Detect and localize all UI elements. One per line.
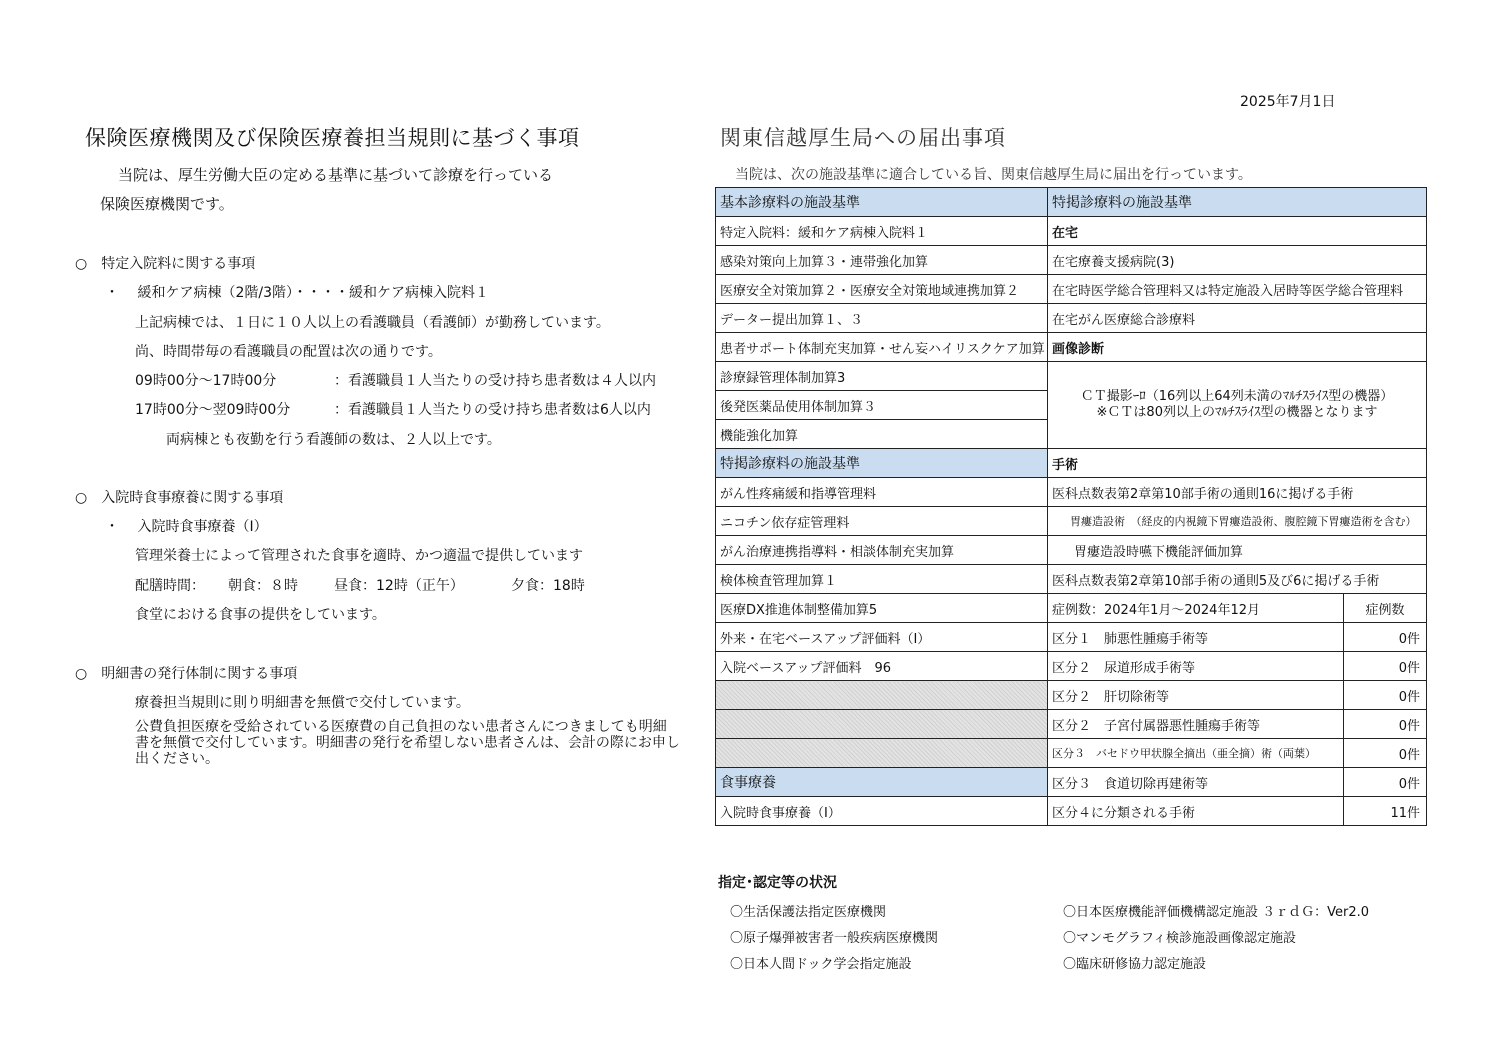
ct-line-2: ※ＣＴは80列以上のﾏﾙﾁｽﾗｲｽ型の機器となります <box>1096 405 1378 420</box>
meal-line-3: 食堂における食事の提供をしています。 <box>135 607 386 623</box>
special-item: 医療DX推進体制整備加算5 <box>716 594 1048 623</box>
table-row <box>716 275 1427 304</box>
table-row <box>716 623 1427 652</box>
table-row <box>716 536 1427 565</box>
designation-item: 〇臨床研修協力認定施設 <box>1063 957 1207 972</box>
basic-item: 診療録管理体制加算3 <box>716 362 1048 391</box>
table-row <box>716 333 1427 362</box>
designation-item: 〇日本人間ドック学会指定施設 <box>730 957 912 972</box>
special-item: ニコチン依存症管理料 <box>716 507 1048 536</box>
basic-item: 後発医薬品使用体制加算３ <box>716 391 1048 420</box>
special-item: 外来・在宅ベースアップ評価料（Ⅰ） <box>716 623 1048 652</box>
case-label: 区分４に分類される手術 <box>1048 797 1344 826</box>
basic-item: 患者サポート体制充実加算・せん妄ハイリスクケア加算 <box>716 333 1048 362</box>
meal-item: 入院時食事療養（Ⅰ） <box>716 797 1048 826</box>
statement-line-1: 療養担当規則に則り明細書を無償で交付しています。 <box>135 695 470 711</box>
meal-time-label: 配膳時間： <box>135 578 205 594</box>
case-period: 症例数：2024年1月～2024年12月 <box>1048 594 1344 623</box>
empty-hatched-cell <box>716 681 1048 710</box>
meal-bullet: ・ 入院時食事療養（Ⅰ） <box>105 519 268 535</box>
ward-bullet: ・ 緩和ケア病棟（2階/3階）・・・・緩和ケア病棟入院料１ <box>105 285 489 301</box>
table-row <box>716 681 1427 710</box>
document-date: 2025年7月1日 <box>1240 94 1336 110</box>
basic-item: データー提出加算１、３ <box>716 304 1048 333</box>
statement-line-2: 公費負担医療を受給されている医療費の自己負担のない患者さんにつきましても明細書を無償で交付しています。明細書の発行を希望しない患者さんは、会計の際にお申し出ください。 <box>135 719 680 767</box>
left-intro-2: 保険医療機関です。 <box>100 195 234 213</box>
basic-item: 感染対策向上加算３・連帯強化加算 <box>716 246 1048 275</box>
case-label: 区分３ バセドウ甲状腺全摘出（亜全摘）術（両葉） <box>1048 739 1344 768</box>
night-shift-time: 17時00分～翌09時00分 <box>135 402 291 418</box>
case-count: 0件 <box>1344 652 1427 681</box>
section-heading-ward: ○ 特定入院料に関する事項 <box>75 256 256 272</box>
lunch-time: 昼食：12時（正午） <box>334 578 464 594</box>
case-label: 区分２ 尿道形成手術等 <box>1048 652 1344 681</box>
table-row <box>716 188 1427 217</box>
designation-item: 〇日本医療機能評価機構認定施設 ３ｒｄＧ：Ver2.0 <box>1063 905 1370 920</box>
table-row <box>716 710 1427 739</box>
dinner-time: 夕食：18時 <box>511 578 585 594</box>
table-row <box>716 217 1427 246</box>
table-row <box>716 507 1427 536</box>
basic-item: 医療安全対策加算２・医療安全対策地域連携加算２ <box>716 275 1048 304</box>
table-row <box>716 304 1427 333</box>
table-row <box>716 246 1427 275</box>
home-item: 在宅がん医療総合診療料 <box>1048 304 1427 333</box>
header-basic: 基本診療料の施設基準 <box>716 188 1048 217</box>
ward-line-1: 上記病棟では、１日に１０人以上の看護職員（看護師）が勤務しています。 <box>135 315 610 331</box>
special-item: 入院ベースアップ評価料 96 <box>716 652 1048 681</box>
header-special-2: 特掲診療料の施設基準 <box>716 449 1048 478</box>
case-count: 0件 <box>1344 623 1427 652</box>
designation-item: 〇原子爆弾被害者一般疾病医療機関 <box>730 931 939 946</box>
surgery-label: 手術 <box>1048 449 1427 478</box>
header-special: 特掲診療料の施設基準 <box>1048 188 1427 217</box>
day-shift-ratio: ：看護職員１人当たりの受け持ち患者数は４人以内 <box>334 373 656 389</box>
section-heading-meal: ○ 入院時食事療養に関する事項 <box>75 490 284 506</box>
special-item: がん治療連携指導料・相談体制充実加算 <box>716 536 1048 565</box>
designation-item: 〇マンモグラフィ検診施設画像認定施設 <box>1063 931 1296 946</box>
case-count: 0件 <box>1344 739 1427 768</box>
surgery-item: 医科点数表第2章第10部手術の通則16に掲げる手術 <box>1048 478 1427 507</box>
night-shift-ratio: ：看護職員１人当たりの受け持ち患者数は6人以内 <box>334 402 651 418</box>
case-count: 11件 <box>1344 797 1427 826</box>
meal-line-1: 管理栄養士によって管理された食事を適時、かつ適温で提供しています <box>135 548 583 564</box>
home-label: 在宅 <box>1048 217 1427 246</box>
surgery-item: 胃瘻造設術 （経皮的内視鏡下胃瘻造設術、腹腔鏡下胃瘻造術を含む） <box>1048 507 1427 536</box>
designation-item: 〇生活保護法指定医療機関 <box>730 905 887 920</box>
ct-description <box>1048 362 1427 449</box>
left-intro-1: 当院は、厚生労働大臣の定める基準に基づいて診療を行っている <box>118 166 554 184</box>
case-count: 0件 <box>1344 768 1427 797</box>
surgery-item: 胃瘻造設時嚥下機能評価加算 <box>1048 536 1427 565</box>
case-count-header: 症例数 <box>1344 594 1427 623</box>
case-label: 区分２ 子宮付属器悪性腫瘍手術等 <box>1048 710 1344 739</box>
table-row <box>716 449 1427 478</box>
empty-hatched-cell <box>716 739 1048 768</box>
night-nurse-note: 両病棟とも夜勤を行う看護師の数は、２人以上です。 <box>166 432 501 448</box>
section-heading-statement: ○ 明細書の発行体制に関する事項 <box>75 666 298 682</box>
case-count: 0件 <box>1344 681 1427 710</box>
special-item: がん性疼痛緩和指導管理料 <box>716 478 1048 507</box>
table-row <box>716 739 1427 768</box>
table-row <box>716 362 1427 391</box>
day-shift-time: 09時00分～17時00分 <box>135 373 277 389</box>
case-count: 0件 <box>1344 710 1427 739</box>
empty-hatched-cell <box>716 710 1048 739</box>
case-label: 区分１ 肺悪性腫瘍手術等 <box>1048 623 1344 652</box>
breakfast-time: 朝食：８時 <box>228 578 298 594</box>
facility-standards-table <box>715 187 1427 826</box>
home-item: 在宅時医学総合管理料又は特定施設入居時等医学総合管理料 <box>1048 275 1427 304</box>
table-row <box>716 768 1427 797</box>
left-title: 保険医療機関及び保険医療養担当規則に基づく事項 <box>85 126 580 150</box>
ward-line-2: 尚、時間帯毎の看護職員の配置は次の通りです。 <box>135 344 442 360</box>
right-title: 関東信越厚生局への届出事項 <box>720 126 1006 150</box>
designations-title: 指定･認定等の状況 <box>718 875 837 891</box>
special-item: 検体検査管理加算１ <box>716 565 1048 594</box>
surgery-item: 医科点数表第2章第10部手術の通則5及び6に掲げる手術 <box>1048 565 1427 594</box>
case-label: 区分３ 食道切除再建術等 <box>1048 768 1344 797</box>
imaging-label: 画像診断 <box>1048 333 1427 362</box>
table-row <box>716 594 1427 623</box>
table-row <box>716 565 1427 594</box>
right-intro: 当院は、次の施設基準に適合している旨、関東信越厚生局に届出を行っています。 <box>735 167 1252 183</box>
table-row <box>716 797 1427 826</box>
basic-item: 特定入院料：緩和ケア病棟入院料１ <box>716 217 1048 246</box>
ct-line-1: ＣＴ撮影ｰﾛ（16列以上64列未満のﾏﾙﾁｽﾗｲｽ型の機器） <box>1080 389 1394 404</box>
case-label: 区分２ 肝切除術等 <box>1048 681 1344 710</box>
basic-item: 機能強化加算 <box>716 420 1048 449</box>
header-meal: 食事療養 <box>716 768 1048 797</box>
table-row <box>716 478 1427 507</box>
home-item: 在宅療養支援病院(3) <box>1048 246 1427 275</box>
table-row <box>716 652 1427 681</box>
